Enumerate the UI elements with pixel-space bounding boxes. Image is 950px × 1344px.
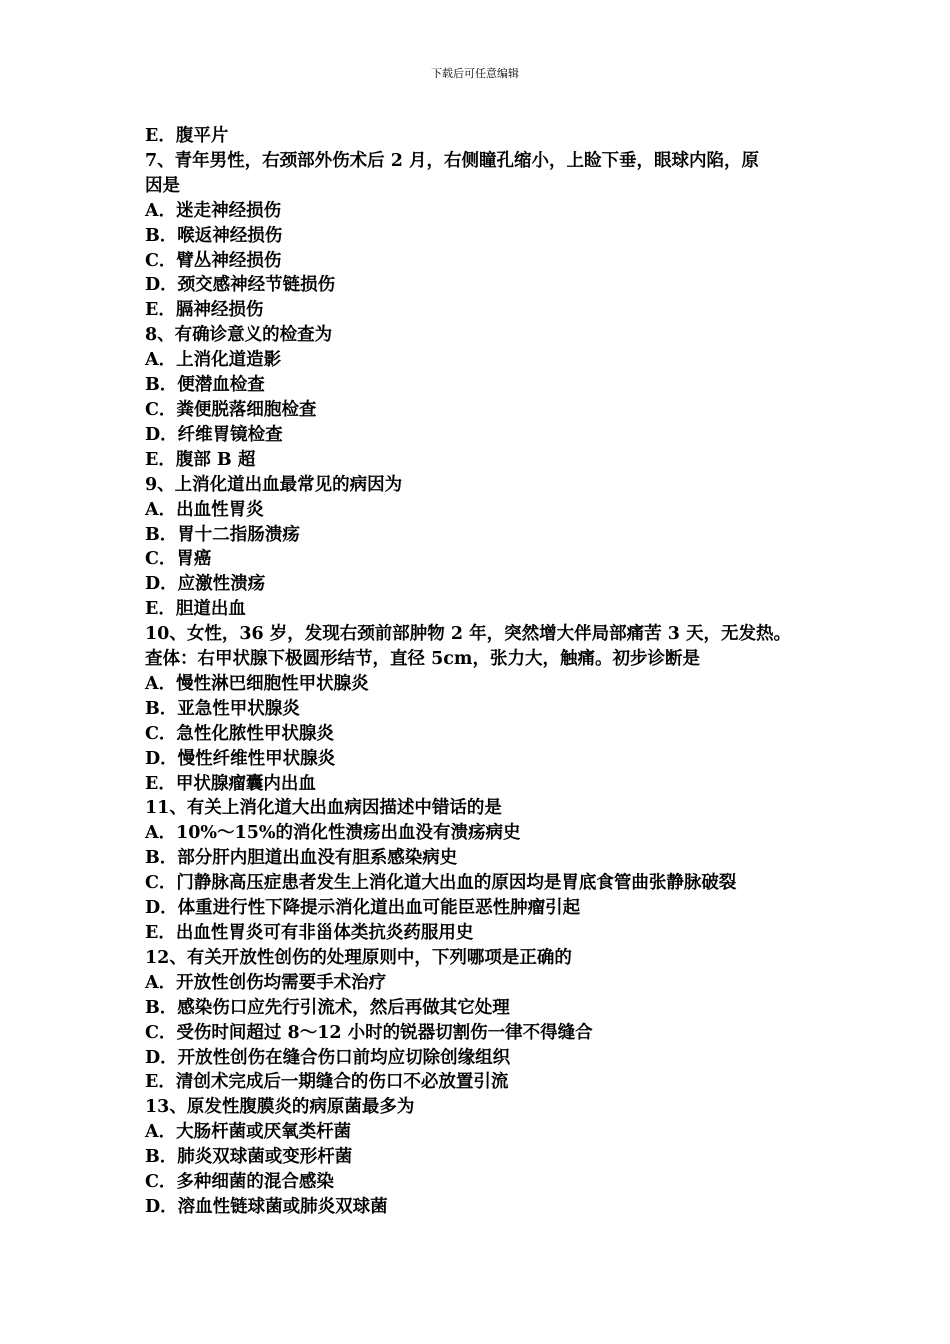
option-d-q8: D．纤维胃镜检查 (145, 424, 283, 445)
option-d-q7: D．颈交感神经节链损伤 (145, 275, 336, 296)
option-d-q12: D．开放性创伤在缝合伤口前均应切除创缘组织 (145, 1047, 511, 1068)
question-13: 13、原发性腹膜炎的病原菌最多为 (145, 1097, 415, 1118)
document-body (145, 124, 825, 1220)
question-7-cont: 因是 (145, 175, 180, 196)
option-b-q9: B．胃十二指肠溃疡 (145, 524, 300, 545)
question-12: 12、有关开放性创伤的处理原则中，下列哪项是正确的 (145, 947, 572, 968)
option-b-q12: B．感染伤口应先行引流术，然后再做其它处理 (145, 997, 510, 1018)
option-b-q13: B．肺炎双球菌或变形杆菌 (145, 1147, 353, 1168)
question-8: 8、有确诊意义的检查为 (145, 325, 333, 346)
option-b-q10: B．亚急性甲状腺炎 (145, 698, 300, 719)
option-c-q7: C．臂丛神经损伤 (145, 250, 282, 271)
option-c-q13: C．多种细菌的混合感染 (145, 1172, 334, 1193)
option-c-q9: C．胃癌 (145, 549, 212, 570)
option-e-q7: E．膈神经损伤 (145, 300, 264, 321)
option-a-q10: A．慢性淋巴细胞性甲状腺炎 (145, 673, 369, 694)
option-e-q8: E．腹部 B 超 (145, 449, 256, 470)
question-10-cont: 查体：右甲状腺下极圆形结节，直径 5cm，张力大，触痛。初步诊断是 (145, 649, 700, 670)
option-a-q9: A．出血性胃炎 (145, 499, 264, 520)
option-e-q9: E．胆道出血 (145, 599, 246, 620)
question-7: 7、青年男性，右颈部外伤术后 2 月，右侧瞳孔缩小，上睑下垂，眼球内陷，原 (145, 150, 760, 171)
option-a-q8: A．上消化道造影 (145, 350, 282, 371)
option-e-q12: E．清创术完成后一期缝合的伤口不必放置引流 (145, 1072, 509, 1093)
option-e-q10: E．甲状腺瘤囊内出血 (145, 773, 316, 794)
option-a-q13: A．大肠杆菌或厌氧类杆菌 (145, 1122, 352, 1143)
option-d-q10: D．慢性纤维性甲状腺炎 (145, 748, 336, 769)
option-c-q11: C．门静脉高压症患者发生上消化道大出血的原因均是胃底食管曲张静脉破裂 (145, 873, 737, 894)
option-c-q10: C．急性化脓性甲状腺炎 (145, 723, 334, 744)
option-b-q7: B．喉返神经损伤 (145, 225, 283, 246)
option-c-q12: C．受伤时间超过 8～12 小时的锐器切割伤一律不得缝合 (145, 1022, 593, 1043)
option-c-q8: C．粪便脱落细胞检查 (145, 399, 317, 420)
option-d-q9: D．应激性溃疡 (145, 574, 266, 595)
question-11: 11、有关上消化道大出血病因描述中错话的是 (145, 798, 502, 819)
option-e-q6: E．腹平片 (145, 126, 229, 146)
option-e-q11: E．出血性胃炎可有非甾体类抗炎药服用史 (145, 923, 474, 943)
option-a-q12: A．开放性创伤均需要手术治疗 (145, 972, 387, 993)
option-d-q13: D．溶血性链球菌或肺炎双球菌 (145, 1196, 388, 1217)
option-a-q7: A．迷走神经损伤 (145, 200, 282, 221)
option-d-q11: D．体重进行性下降提示消化道出血可能臣恶性肿瘤引起 (145, 898, 581, 919)
option-b-q8: B．便潜血检查 (145, 375, 265, 396)
question-10: 10、女性，36 岁，发现右颈前部肿物 2 年，突然增大伴局部痛苦 3 天，无发热。 (145, 624, 792, 645)
option-a-q11: A．10%～15%的消化性溃疡出血没有溃疡病史 (145, 823, 521, 844)
page-header: 下载后可任意编辑 (431, 67, 519, 80)
question-9: 9、上消化道出血最常见的病因为 (145, 474, 403, 495)
option-b-q11: B．部分肝内胆道出血没有胆系感染病史 (145, 848, 458, 869)
